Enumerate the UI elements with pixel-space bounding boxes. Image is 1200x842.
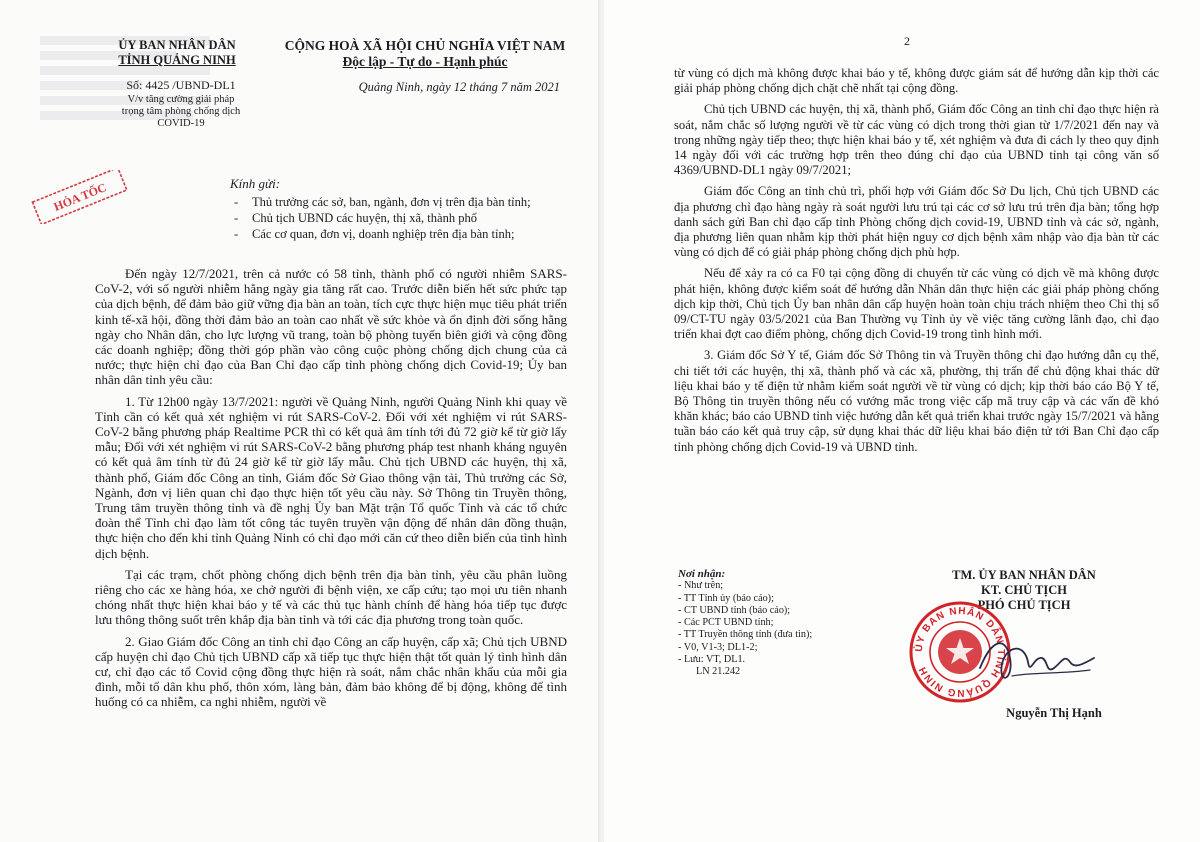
document-number: Số: 4425 /UBND-DL1 <box>126 78 236 92</box>
svg-text:ỦY BAN NHÂN DÂN TỈNH QUẢNG NIN: ỦY BAN NHÂN DÂN TỈNH QUẢNG NINH <box>913 605 1007 699</box>
paragraph: 2. Giao Giám đốc Công an tỉnh chỉ đạo Công an cấp huyện, cấp xã; Chủ tịch UBND cấp huyện chỉ đạo Chủ tịch UBND cấp xã tiếp tục thực hiện thật tốt quản lý tình hình dân cư, chỉ đạo các tổ Covid cộng đồng thực hiện rà soát, nắm chắc nhân khẩu của mỗi gia đình, mỗi tổ dân khu phố, thôn xóm, làng bản, đảm bảo không để bị động, không để tình huống có ca nhiễm, ca nghi nhiễm, người về <box>95 633 567 710</box>
signature-title: KT. CHỦ TỊCH <box>980 583 1067 597</box>
document-subject <box>96 94 266 130</box>
signature-title: TM. ỦY BAN NHÂN DÂN <box>952 568 1096 582</box>
recipients-item: - Lưu: VT, DL1. <box>678 654 746 666</box>
motto-line-1: CỘNG HOÀ XÃ HỘI CHỦ NGHĨA VIỆT NAM <box>284 38 566 53</box>
recipients-item: - TT Tỉnh ủy (báo cáo); <box>678 592 774 604</box>
signature-title: PHÓ CHỦ TỊCH <box>977 598 1071 612</box>
page-2 <box>604 0 1200 842</box>
recipients-item: - Như trên; <box>678 580 724 592</box>
national-motto <box>270 38 580 70</box>
recipients-item: - Các PCT UBND tỉnh; <box>678 617 774 629</box>
recipients-item: - V0, V1-3; DL1-2; <box>678 641 758 653</box>
paragraph: Nếu để xảy ra có ca F0 tại cộng đồng di chuyển từ các vùng có dịch về mà không được phát hiện, không được kiểm soát để hướng dẫn Nhân dân thực hiện các giải pháp phòng chống dịch kịp thời, Chủ tịch Ủy ban nhân dân cấp huyện hoàn toàn chịu trách nhiệm theo Chỉ thị số 09/CT-TU ngày 03/5/2021 của Ban Thường vụ Tỉnh ủy về việc tăng cường lãnh đạo, chỉ đạo triển khai đợt cao điểm phòng, chống dịch Covid-19 trong tình hình mới. <box>674 266 1159 342</box>
motto-line-2: Độc lập - Tự do - Hạnh phúc <box>342 54 508 69</box>
recipients-title: Nơi nhận: <box>678 568 726 580</box>
recipient-item: - Thủ trưởng các sở, ban, ngành, đơn vị trên địa bàn tỉnh; <box>230 194 570 210</box>
recipients-item: - CT UBND tỉnh (báo cáo); <box>678 604 791 616</box>
subject-line: trọng tâm phòng chống dịch <box>121 106 241 117</box>
paragraph: Giám đốc Công an tỉnh chủ trì, phối hợp với Giám đốc Sở Du lịch, Chủ tịch UBND các địa phương chỉ đạo hàng ngày rà soát người lưu trú tại các cơ sở lưu trú trên địa bàn; tổng hợp danh sách gửi Ban chỉ đạo cấp tỉnh Phòng chống dịch covid-19, UBND tỉnh và các sở, ngành, địa phương liên quan nhằm kịp thời phát hiện nguy cơ dịch bệnh xâm nhập vào địa bàn từ các vùng có dịch để có giải pháp phòng chống dịch phù hợp. <box>674 184 1159 260</box>
issuing-agency <box>92 38 262 68</box>
recipients-item: - TT Truyền thông tỉnh (đưa tin); <box>678 629 813 641</box>
subject-line: V/v tăng cường giải pháp <box>127 94 235 105</box>
subject-line: COVID-19 <box>157 118 205 129</box>
document-reference <box>96 78 266 130</box>
recipient-item: - Chủ tịch UBND các huyện, thị xã, thành phố <box>230 210 570 226</box>
paragraph: Tại các trạm, chốt phòng chống dịch bệnh trên địa bàn tỉnh, yêu cầu phân luồng riêng cho các xe hàng hóa, xe chở người đi bệnh viện, xe cấp cứu; tạo mọi ưu tiên nhanh chóng nhất thực hiện khai báo y tế và các thủ tục hành chính để hàng hóa tiếp tục được lưu thông thông suốt trên khắp địa bàn tỉnh và tới các địa phương trong toàn quốc. <box>95 566 567 628</box>
paragraph: Chủ tịch UBND các huyện, thị xã, thành phố, Giám đốc Công an tỉnh chỉ đạo thực hiện rà soát, nắm chắc số lượng người về từ các vùng có dịch trong thời gian từ 1/7/2021 đến nay và trong những ngày tiếp theo; thực hiện khai báo y tế, xét nghiệm và đưa đi cách ly theo quy định 14 ngày đối với các trường hợp trên theo đúng chỉ đạo của UBND tỉnh tại công văn số 4369/UBND-DL1 ngày 09/7/2021; <box>674 102 1159 178</box>
salutation: Kính gửi: <box>230 176 281 191</box>
agency-line: ỦY BAN NHÂN DÂN <box>118 38 236 52</box>
svg-text:HỎA TỐC: HỎA TỐC <box>51 180 109 214</box>
signer-name: Nguyễn Thị Hạnh <box>1006 706 1102 720</box>
place-and-date: Quảng Ninh, ngày 12 tháng 7 năm 2021 <box>358 80 560 94</box>
paragraph: 3. Giám đốc Sở Y tế, Giám đốc Sở Thông tin và Truyền thông chỉ đạo hướng dẫn cụ thể, chi tiết tới các huyện, thị xã, thành phố và các xã, phường, thị trấn để chủ động khai thác dữ liệu khai báo y tế điện tử nhằm kiểm soát người về từ vùng có dịch; kịp thời báo cáo Bộ Y tế, Bộ Thông tin truyền thông nếu có vướng mắc trong việc cấp mã truy cập và các vấn đề khó khăn khác; báo cáo UBND tỉnh việc hướng dẫn kết quả triển khai trước ngày 15/7/2021 và hằng tuần báo cáo kết quả truy cập, sử dụng khai thác dữ liệu khai báo điện tử tới Ban Chỉ đạo cấp tỉnh phòng chống dịch Covid-19 và UBND tỉnh. <box>674 348 1159 454</box>
recipient-item: - Các cơ quan, đơn vị, doanh nghiệp trên địa bàn tỉnh; <box>230 226 570 242</box>
body-text-page-2 <box>674 66 1159 461</box>
recipients-item: LN 21.242 <box>696 666 741 678</box>
paragraph: từ vùng có dịch mà không được khai báo y tế, không được giám sát để hướng dẫn kịp thời các giải pháp phòng chống dịch chặt chẽ nhất tại cộng đồng. <box>674 66 1159 96</box>
urgent-stamp <box>20 170 140 224</box>
page-number: 2 <box>904 34 910 48</box>
recipients-block <box>678 568 898 679</box>
body-text-page-1 <box>95 266 567 716</box>
handwritten-signature <box>972 628 1102 698</box>
recipient-list <box>230 194 570 242</box>
paragraph: 1. Từ 12h00 ngày 13/7/2021: người về Quảng Ninh, người Quảng Ninh khi quay về Tỉnh cần có kết quả xét nghiệm vi rút SARS-CoV-2. Đối với xét nghiệm vi rút SARS-CoV-2 bằng phương pháp Realtime PCR thì có kết quả âm tính tới đủ 72 giờ kể từ giờ lấy mẫu; Đối với xét nghiệm vi rút SARS-CoV-2 bằng phương pháp test nhanh kháng nguyên có kết quả âm tính từ đủ 24 giờ kể từ giờ lấy mẫu. Chủ tịch UBND các huyện, thị xã, thành phố, Giám đốc Công an tỉnh, Giám đốc Sở Giao thông vận tải, Thủ trưởng các Sở, Ngành, đơn vị liên quan chỉ đạo thực hiện tốt yêu cầu này. Sở Thông tin Truyền thông, Trung tâm truyền thông tỉnh và đề nghị Ủy ban Mặt trận Tổ quốc Tỉnh và các tổ chức đoàn thể Tỉnh chỉ đạo làm tốt công tác tuyên truyền vận động để nhân dân đồng thuận, thực hiện cho đến khi tỉnh Quảng Ninh có chỉ đạo mới căn cứ theo diễn biến của tình hình dịch bệnh. <box>95 393 567 561</box>
paragraph: Đến ngày 12/7/2021, trên cả nước có 58 tỉnh, thành phố có người nhiễm SARS-CoV-2, với số người nhiễm hằng ngày gia tăng rất cao. Trước diễn biến hết sức phức tạp của dịch bệnh, để đảm bảo giữ vững địa bàn an toàn, tích cực thực hiện mục tiêu phát triển kinh tế-xã hội, đồng thời đảm bảo an toàn cao nhất về sức khỏe và ổn định đời sống hằng ngày cho Nhân dân, cho lực lượng vũ trang, toàn bộ phòng tuyến biên giới và cộng đồng các doanh nghiệp; đồng thời góp phần vào công cuộc phòng chống dịch chung của cả nước; thực hiện chỉ đạo của Ban Chỉ đạo cấp tỉnh phòng chống dịch Covid-19; Ủy ban nhân dân tỉnh yêu cầu: <box>95 266 567 388</box>
agency-line: TỈNH QUẢNG NINH <box>118 53 236 67</box>
